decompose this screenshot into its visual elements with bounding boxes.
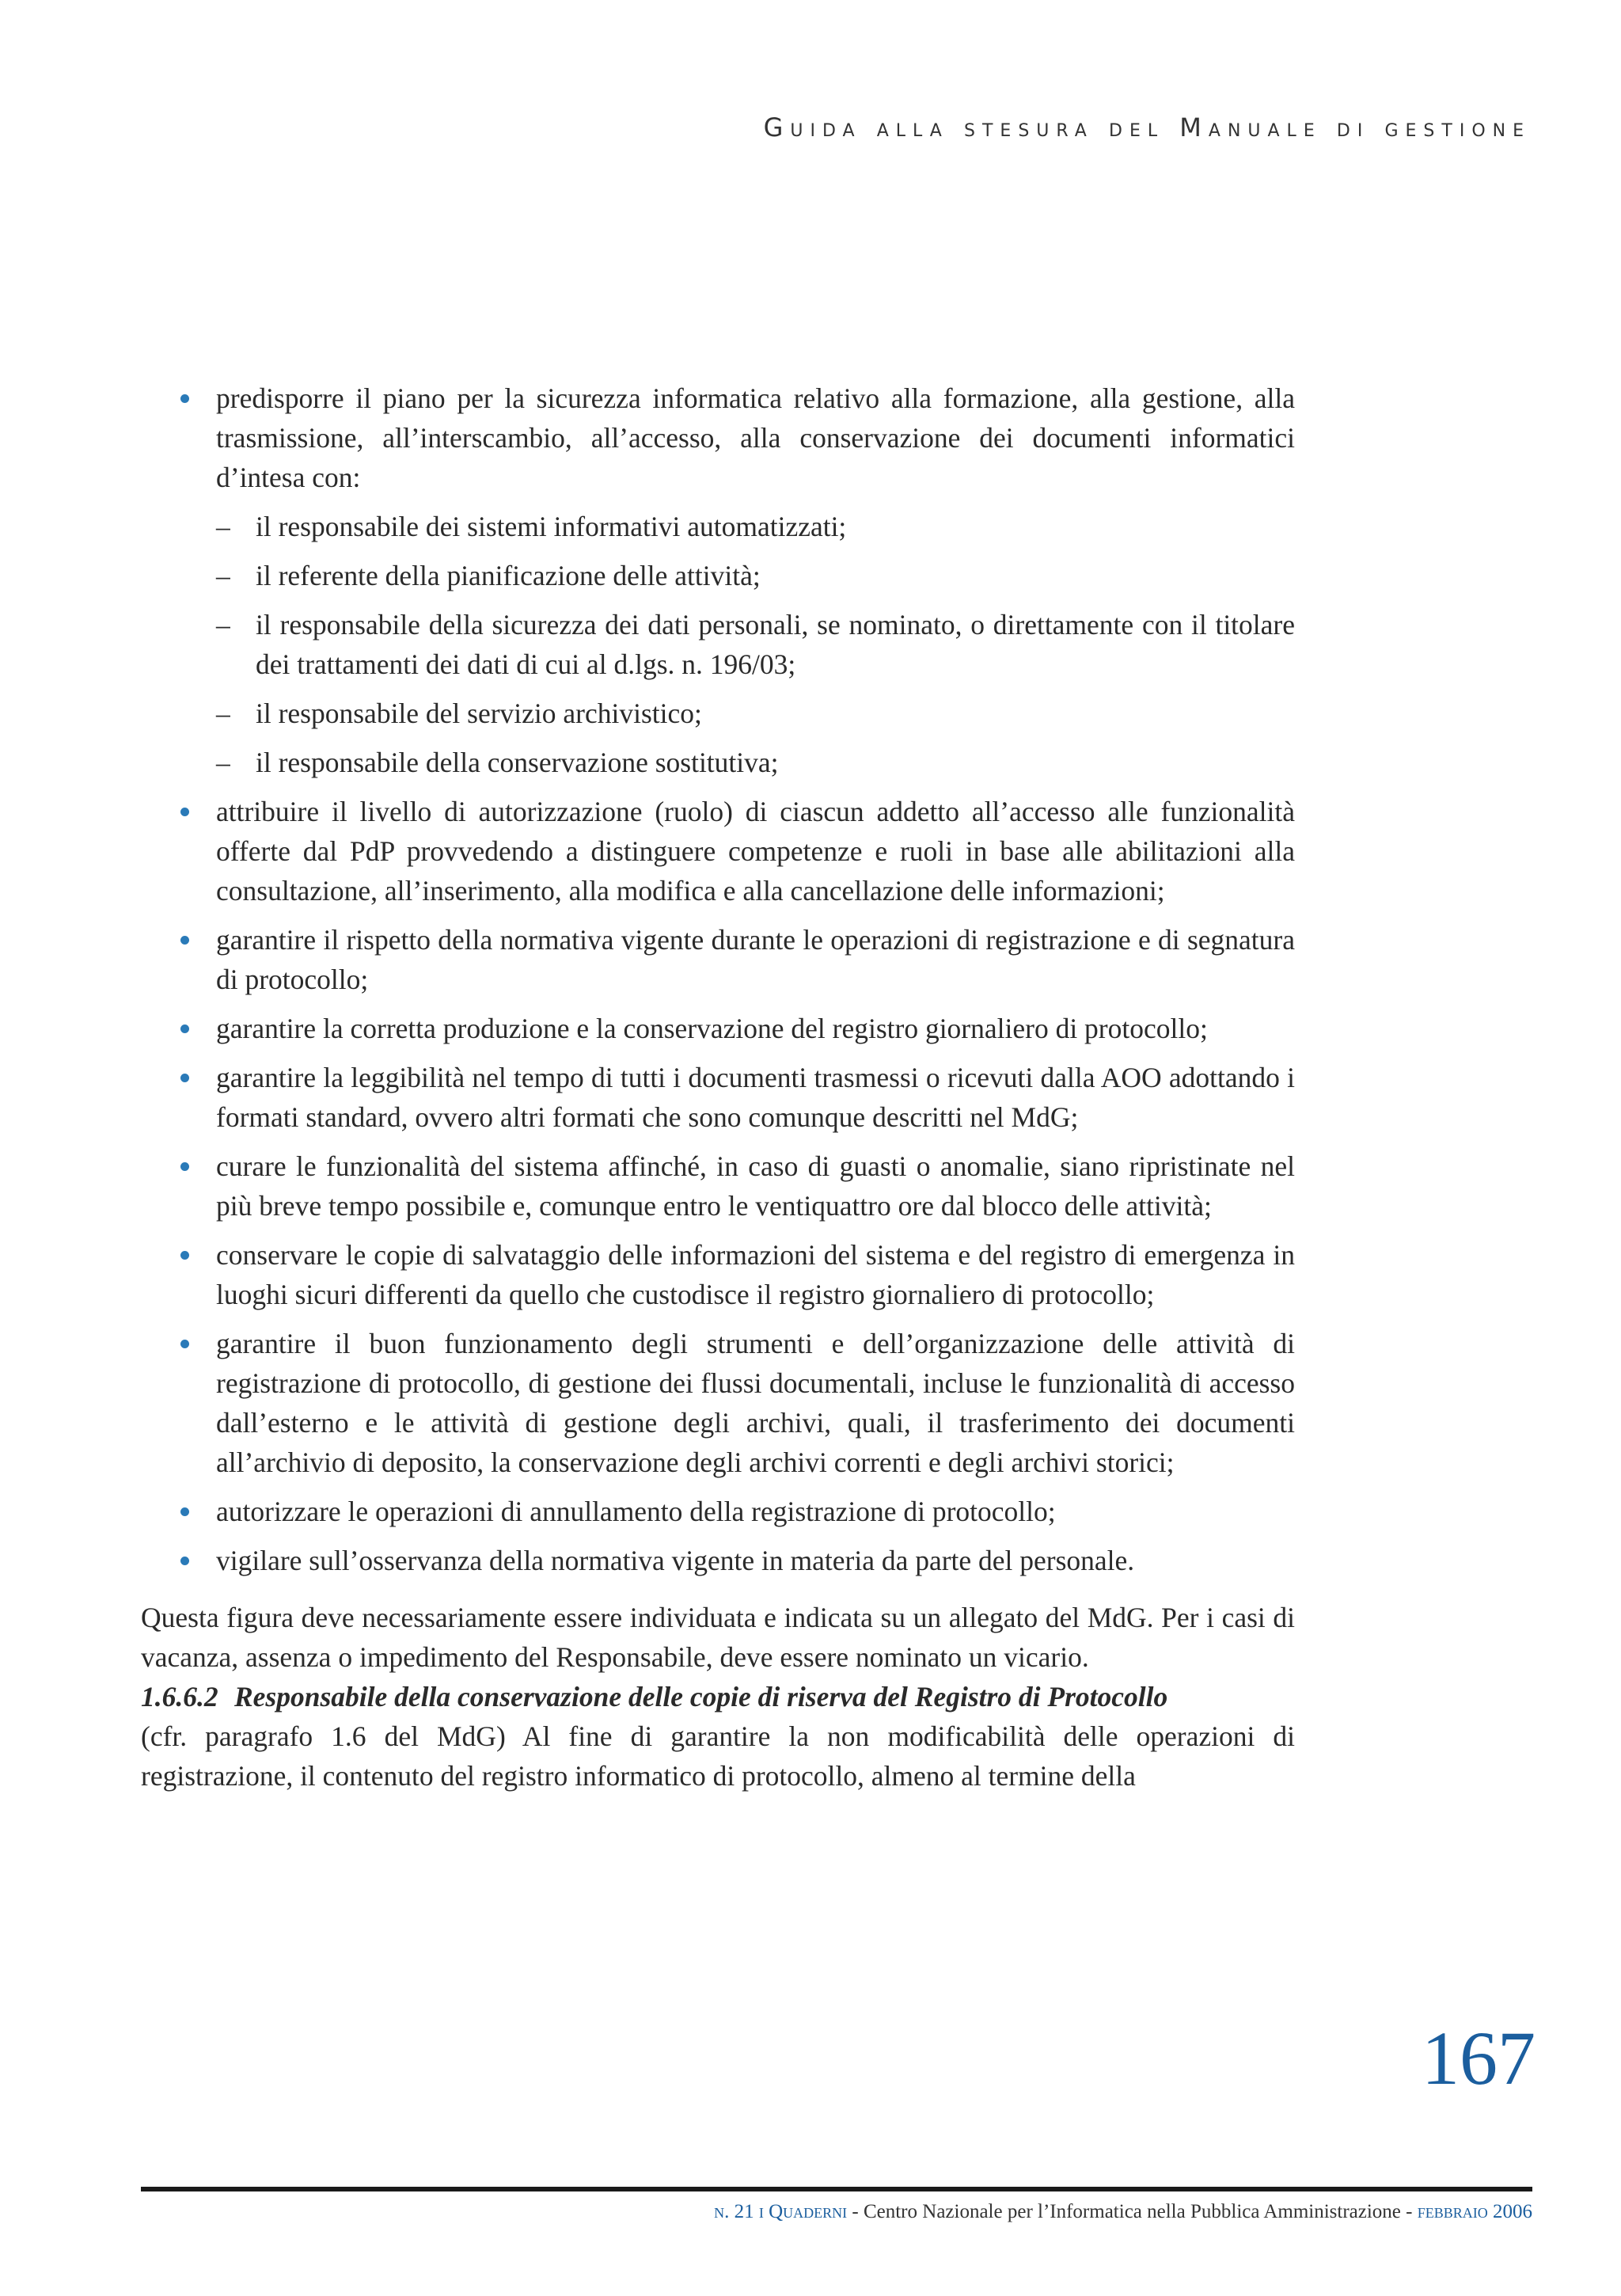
- footer-separator: -: [1400, 2201, 1418, 2222]
- dash-icon: –: [216, 747, 230, 778]
- bullet-icon: [180, 1340, 189, 1348]
- sub-list-item-text: il responsabile della sicurezza dei dati personali, se nominato, o direttamente con il titolare dei trattamenti dei dati di cui al d.lgs. n. 196/03;: [256, 609, 1295, 680]
- bullet-icon: [180, 1251, 189, 1260]
- sub-list-item-text: il responsabile del servizio archivistico;: [256, 698, 702, 729]
- section-number: 1.6.6.2: [141, 1681, 218, 1712]
- sub-list-item-text: il responsabile dei sistemi informativi automatizzati;: [256, 511, 847, 542]
- list-item: [141, 792, 1295, 910]
- list-item-text: garantire il buon funzionamento degli strumenti e dell’organizzazione delle attività di registrazione di protocollo, di gestione dei flussi documentali, incluse le funzionalità di accesso dall’esterno e le attività di gestione degli archivi, quali, il trasferimento dei documenti all’archivio di deposito, la conservazione degli archivi correnti e degli archivi storici;: [216, 1328, 1295, 1478]
- footer-issue: n. 21 i Quaderni: [714, 2201, 848, 2222]
- footer-separator: -: [847, 2201, 864, 2222]
- sub-list-item: [216, 694, 1295, 733]
- dash-icon: –: [216, 609, 230, 641]
- list-item: [141, 1235, 1295, 1314]
- section-heading: [141, 1677, 1295, 1716]
- section-title: Responsabile della conservazione delle copie di riserva del Registro di Protocollo: [234, 1681, 1168, 1712]
- sub-list-item: [216, 743, 1295, 782]
- bullet-icon: [180, 808, 189, 816]
- bullet-icon: [180, 1557, 189, 1565]
- main-text: [141, 378, 1295, 1796]
- dash-icon: –: [216, 560, 230, 591]
- list-item-text: vigilare sull’osservanza della normativa vigente in materia da parte del personale.: [216, 1545, 1135, 1576]
- footer: [141, 2201, 1532, 2223]
- list-item-text: curare le funzionalità del sistema affinché, in caso di guasti o anomalie, siano ripristinate nel più breve tempo possibile e, comunque entro le ventiquattro ore dal blocco delle attività;: [216, 1150, 1295, 1222]
- sub-list-item-text: il responsabile della conservazione sostitutiva;: [256, 747, 779, 778]
- list-item-text: garantire la corretta produzione e la conservazione del registro giornaliero di protocollo;: [216, 1013, 1208, 1044]
- list-item-text: predisporre il piano per la sicurezza informatica relativo alla formazione, alla gestione, alla trasmissione, all’interscambio, all’accesso, alla conservazione dei documenti informatici d’intesa con:: [216, 382, 1295, 493]
- dash-icon: –: [216, 511, 230, 542]
- list-item-text: garantire la leggibilità nel tempo di tutti i documenti trasmessi o ricevuti dalla AOO adottando i formati standard, ovvero altri formati che sono comunque descritti nel MdG;: [216, 1062, 1295, 1133]
- list-item-text: garantire il rispetto della normativa vigente durante le operazioni di registrazione e di segnatura di protocollo;: [216, 924, 1295, 995]
- bullet-icon: [180, 1074, 189, 1082]
- list-item-text: autorizzare le operazioni di annullamento della registrazione di protocollo;: [216, 1496, 1056, 1527]
- list-item: [141, 1541, 1295, 1580]
- closing-paragraph: Questa figura deve necessariamente essere individuata e indicata su un allegato del MdG. Per i casi di vacanza, assenza o impedimento del Responsabile, deve essere nominato un vicario.: [141, 1602, 1295, 1673]
- sub-list-item: [216, 507, 1295, 546]
- bullet-icon: [180, 394, 189, 403]
- page-number: 167: [1422, 2016, 1536, 2100]
- sub-list-item: [216, 556, 1295, 595]
- list-item: [141, 1009, 1295, 1048]
- list-item: [141, 920, 1295, 999]
- bullet-icon: [180, 1162, 189, 1171]
- bullet-icon: [180, 1507, 189, 1516]
- sub-list: [216, 507, 1295, 782]
- list-item: [141, 1324, 1295, 1482]
- list-item: [141, 378, 1295, 782]
- bullet-icon: [180, 936, 189, 945]
- bullet-icon: [180, 1024, 189, 1033]
- section-body: (cfr. paragrafo 1.6 del MdG) Al fine di garantire la non modificabilità delle operazioni di registrazione, il contenuto del registro informatico di protocollo, almeno al termine della: [141, 1720, 1295, 1792]
- footer-date: febbraio 2006: [1417, 2201, 1532, 2222]
- sub-list-item-text: il referente della pianificazione delle attività;: [256, 560, 761, 591]
- list-item-text: conservare le copie di salvataggio delle informazioni del sistema e del registro di emergenza in luoghi sicuri differenti da quello che custodisce il registro giornaliero di protocollo;: [216, 1239, 1295, 1310]
- footer-divider: [141, 2187, 1532, 2191]
- list-item-text: attribuire il livello di autorizzazione (ruolo) di ciascun addetto all’accesso alle funzionalità offerte dal PdP provvedendo a distinguere competenze e ruoli in base alle abilitazioni alla consultazione, all’inserimento, alla modifica e alla cancellazione delle informazioni;: [216, 796, 1295, 907]
- running-header: Guida alla stesura del Manuale di gestione: [763, 112, 1531, 143]
- list-item: [141, 1146, 1295, 1226]
- list-item: [141, 1058, 1295, 1137]
- list-item: [141, 1492, 1295, 1531]
- responsibilities-list: [141, 378, 1295, 1580]
- dash-icon: –: [216, 698, 230, 729]
- sub-list-item: [216, 605, 1295, 684]
- footer-publisher: Centro Nazionale per l’Informatica nella Pubblica Amministrazione: [863, 2201, 1401, 2222]
